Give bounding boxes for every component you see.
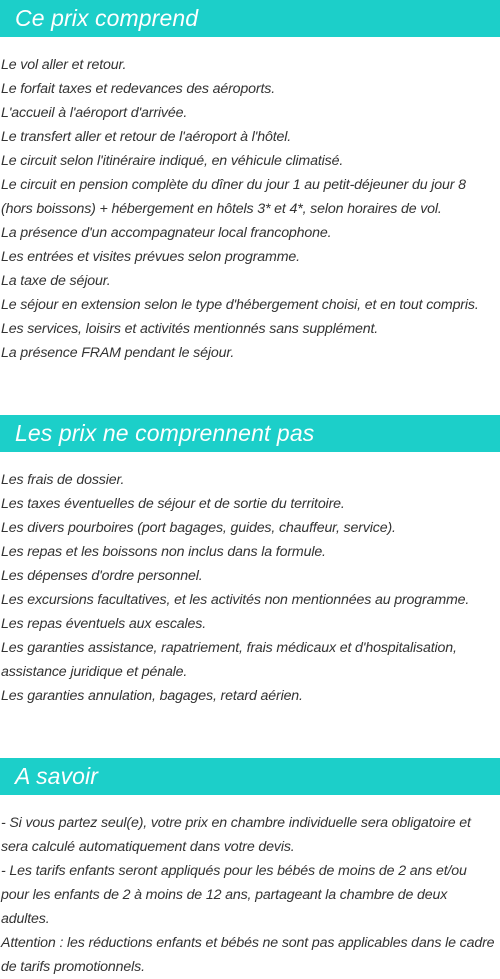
list-item: - Les tarifs enfants seront appliqués pour les bébés de moins de 2 ans et/ou pour les enfants de 2 à moins de 12 ans, partageant la chambre de deux adultes. [1,863,467,927]
list-item: Les dépenses d'ordre personnel. [1,568,203,584]
list-item: Les excursions facultatives, et les activités non mentionnées au programme. [1,592,470,608]
price-includes-section [0,0,500,365]
list-item: Les garanties annulation, bagages, retard aérien. [1,688,303,704]
list-item: La présence d'un accompagnateur local francophone. [1,225,332,241]
list-item: Le forfait taxes et redevances des aéroports. [1,81,276,97]
list-item: Le circuit en pension complète du dîner du jour 1 au petit-déjeuner du jour 8 (hors boissons) + hébergement en hôtels 3* et 4*, selon horaires de vol. [1,177,466,217]
list-item: Le vol aller et retour. [1,57,127,73]
price-excludes-list [0,452,500,708]
good-to-know-list [0,795,500,979]
list-item: Le circuit selon l'itinéraire indiqué, en véhicule climatisé. [1,153,344,169]
price-excludes-section [0,415,500,708]
list-item: Les repas et les boissons non inclus dans la formule. [1,544,326,560]
list-item: Le transfert aller et retour de l'aéroport à l'hôtel. [1,129,292,145]
good-to-know-section [0,758,500,979]
list-item: Le séjour en extension selon le type d'hébergement choisi, et en tout compris. [1,297,479,313]
list-item: Les divers pourboires (port bagages, guides, chauffeur, service). [1,520,396,536]
list-item: Les entrées et visites prévues selon programme. [1,249,300,265]
list-item: Les taxes éventuelles de séjour et de sortie du territoire. [1,496,345,512]
list-item: L'accueil à l'aéroport d'arrivée. [1,105,188,121]
price-excludes-heading: Les prix ne comprennent pas [0,415,500,452]
price-includes-heading: Ce prix comprend [0,0,500,37]
list-item: La taxe de séjour. [1,273,111,289]
good-to-know-heading: A savoir [0,758,500,795]
list-item: Les frais de dossier. [1,472,125,488]
list-item: Attention : les réductions enfants et bébés ne sont pas applicables dans le cadre de tarifs promotionnels. [1,935,495,975]
list-item: La présence FRAM pendant le séjour. [1,345,235,361]
list-item: Les services, loisirs et activités mentionnés sans supplément. [1,321,379,337]
list-item: - Si vous partez seul(e), votre prix en chambre individuelle sera obligatoire et sera calculé automatiquement dans votre devis. [1,815,471,855]
list-item: Les garanties assistance, rapatriement, frais médicaux et d'hospitalisation, assistance juridique et pénale. [1,640,457,680]
list-item: Les repas éventuels aux escales. [1,616,206,632]
price-includes-list [0,37,500,365]
